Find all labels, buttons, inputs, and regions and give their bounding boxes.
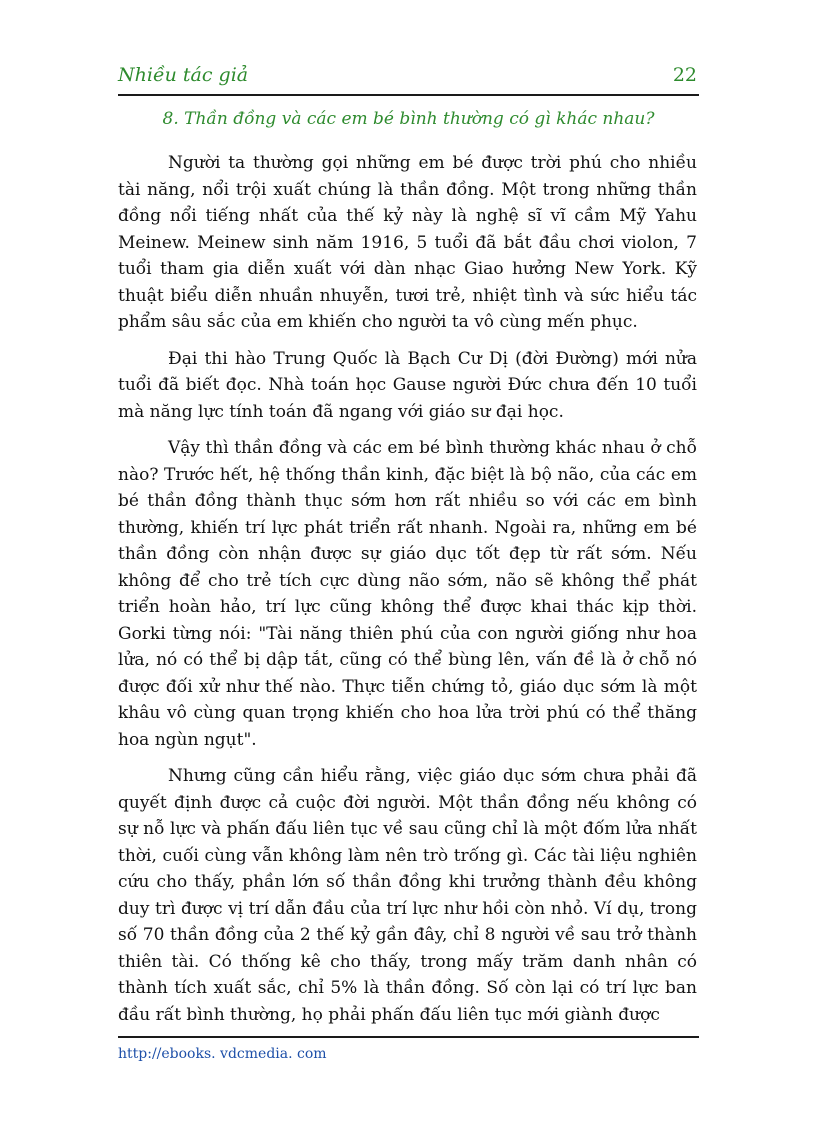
page-number: 22 (672, 64, 697, 86)
header-author: Nhiều tác giả (118, 64, 249, 86)
paragraph-1: Người ta thường gọi những em bé được trời phú cho nhiều tài năng, nổi trội xuất chúng là thần đồng. Một trong những thần đồng nổi tiếng nhất của thế kỷ này là nghệ sĩ vĩ cầm Mỹ Yahu Meinew. Meinew sinh năm 1916, 5 tuổi đã bắt đầu chơi violon, 7 tuổi tham gia diễn xuất với dàn nhạc Giao hưởng New York. Kỹ thuật biểu diễn nhuần nhuyễn, tươi trẻ, nhiệt tình và sức hiểu tác phẩm sâu sắc của em khiến cho người ta vô cùng mến phục. (118, 153, 697, 332)
paragraph-2: Đại thi hào Trung Quốc là Bạch Cư Dị (đời Đường) mới nửa tuổi đã biết đọc. Nhà toán học Gause người Đức chưa đến 10 tuổi mà năng lực tính toán đã ngang với giáo sư đại học. (118, 348, 697, 422)
paragraph-4: Nhưng cũng cần hiểu rằng, việc giáo dục sớm chưa phải đã quyết định được cả cuộc đời người. Một thần đồng nếu không có sự nỗ lực và phấn đấu liên tục về sau cũng chỉ là một đốm lửa nhất thời, cuối cùng vẫn không làm nên trò trống gì. Các tài liệu nghiên cứu cho thấy, phần lớn số thần đồng khi trưởng thành đều không duy trì được vị trí dẫn đầu của trí lực như hồi còn nhỏ. Ví dụ, trong số 70 thần đồng của 2 thế kỷ gần đây, chỉ 8 người về sau trở thành thiên tài. Có thống kê cho thấy, trong mấy trăm danh nhân có thành tích xuất sắc, chỉ 5% là thần đồng. Số còn lại có trí lực ban đầu rất bình thường, họ phải phấn đấu liên tục mới giành được (118, 766, 697, 1025)
page-header (118, 62, 699, 96)
section-title: 8. Thần đồng và các em bé bình thường có gì khác nhau? (162, 109, 655, 129)
page-footer (118, 1036, 699, 1062)
footer-link[interactable]: http://ebooks. vdcmedia. com (118, 1046, 327, 1062)
paragraph-3: Vậy thì thần đồng và các em bé bình thường khác nhau ở chỗ nào? Trước hết, hệ thống thần kinh, đặc biệt là bộ não, của các em bé thần đồng thành thục sớm hơn rất nhiều so với các em bình thường, khiến trí lực phát triển rất nhanh. Ngoài ra, những em bé thần đồng còn nhận được sự giáo dục tốt đẹp từ rất sớm. Nếu không để cho trẻ tích cực dùng não sớm, não sẽ không thể phát triển hoàn hảo, trí lực cũng không thể được khai thác kịp thời. Gorki từng nói: "Tài năng thiên phú của con người giống như hoa lửa, nó có thể bị dập tắt, cũng có thể bùng lên, vấn đề là ở chỗ nó được đối xử như thế nào. Thực tiễn chứng tỏ, giáo dục sớm là một khâu vô cùng quan trọng khiến cho hoa lửa trời phú có thể thăng hoa ngùn ngụt". (118, 438, 697, 750)
body-text (118, 150, 697, 1038)
